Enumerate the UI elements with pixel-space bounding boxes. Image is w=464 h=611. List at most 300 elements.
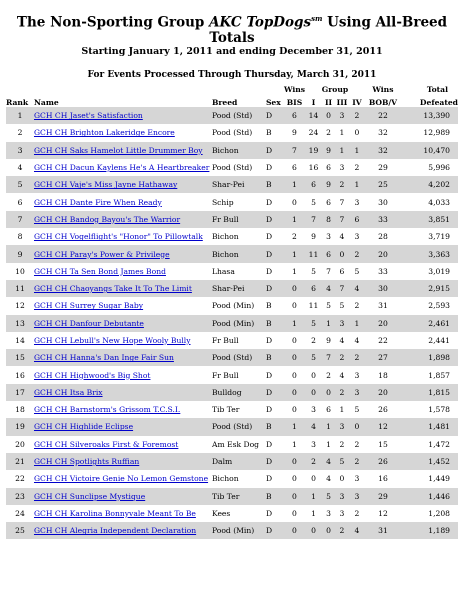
title-brand: AKC TopDogs [209, 14, 312, 31]
name-cell [34, 436, 212, 453]
dog-name-link[interactable]: GCH CH Chaoyangs Take It To The Limit [33, 284, 192, 294]
group4-cell: 2 [349, 453, 365, 470]
sex-header: Sex [265, 98, 281, 107]
table-row [6, 159, 458, 176]
bobv-cell: 22 [365, 107, 401, 124]
rank-cell: 15 [6, 349, 34, 366]
group4-cell: 2 [354, 439, 360, 449]
group1-cell: 3 [311, 405, 316, 415]
dog-name-link[interactable]: GCH CH Surrey Sugar Baby [33, 301, 144, 311]
group3-cell: 6 [339, 266, 345, 276]
group4-cell: 1 [349, 142, 365, 159]
rank-cell: 11 [6, 280, 34, 297]
bis-cell: 0 [292, 405, 297, 415]
group2-cell: 1 [322, 315, 335, 332]
group1-cell: 5 [305, 349, 322, 366]
bis-cell: 7 [284, 142, 305, 159]
group2-cell: 9 [326, 336, 331, 345]
name-cell [34, 470, 212, 487]
sex-cell: D [266, 384, 284, 401]
breed-cell: Bulldog [212, 384, 266, 401]
name-cell [34, 142, 212, 159]
rank-cell: 1 [6, 107, 34, 124]
sex-cell: B [265, 301, 272, 311]
group2-cell: 4 [326, 474, 331, 484]
wins2-group-header: Wins [372, 85, 394, 94]
group2-cell: 0 [322, 384, 335, 401]
name-cell [34, 522, 212, 539]
bobv-cell: 16 [378, 474, 388, 484]
sex-cell: D [265, 439, 273, 449]
group4-cell: 5 [354, 266, 360, 276]
group2-cell: 5 [326, 301, 331, 311]
defeated-cell: 3,719 [428, 232, 450, 242]
defeated-cell: 13,390 [401, 107, 458, 124]
rank-cell: 16 [15, 370, 25, 380]
rank-cell: 7 [6, 211, 34, 228]
group2-cell: 9 [322, 176, 335, 193]
sex-cell: D [265, 370, 273, 380]
sex-cell: D [265, 266, 273, 276]
dog-name-link[interactable]: GCH CH Silveroaks First & Foremost [33, 439, 179, 449]
bobv-cell: 33 [365, 211, 401, 228]
breed-cell: Kees [211, 508, 231, 518]
group3-cell: 3 [339, 508, 345, 518]
bis-cell: 0 [284, 488, 305, 505]
group2-cell: 6 [322, 245, 335, 262]
group4-cell: 2 [354, 301, 360, 311]
name-cell [34, 488, 212, 505]
breed-cell: Shar-Pei [212, 280, 266, 297]
bobv-header: BOB/V [368, 98, 398, 107]
name-cell [34, 159, 212, 176]
table-row [6, 193, 458, 210]
defeated-cell: 2,461 [401, 315, 458, 332]
bis-cell: 0 [284, 280, 305, 297]
dog-name-link[interactable]: GCH CH Itsa Brix [33, 387, 103, 397]
group1-cell: 3 [311, 439, 316, 449]
group1-cell: 0 [311, 474, 316, 484]
bis-cell: 0 [292, 370, 297, 380]
rank-cell: 14 [15, 336, 25, 345]
group4-cell: 1 [349, 315, 365, 332]
table-row [6, 505, 458, 522]
group4-cell: 1 [349, 176, 365, 193]
table-row [6, 332, 458, 349]
group4-cell: 4 [354, 336, 360, 345]
dog-name-link[interactable]: GCH CH Vogelflight's "Honor" To Pillowtalk [33, 232, 203, 242]
date-range: Starting January 1, 2011 and ending December 31, 2011 [81, 45, 383, 57]
group1-cell: 0 [311, 370, 316, 380]
group2-cell: 0 [322, 522, 335, 539]
sex-cell: B [266, 418, 284, 435]
name-cell [34, 193, 212, 210]
sex-cell: D [265, 197, 273, 207]
bobv-cell: 27 [365, 349, 401, 366]
rankings-table [6, 81, 458, 539]
sex-cell: D [265, 336, 273, 345]
group1-cell: 5 [305, 315, 322, 332]
dog-name-link[interactable]: GCH CH Victoire Genie No Lemon Gemstone [33, 474, 209, 484]
bobv-cell: 30 [378, 197, 388, 207]
defeated-cell: 3,019 [428, 266, 450, 276]
group1-cell: 11 [305, 245, 322, 262]
bobv-cell: 29 [365, 488, 401, 505]
sex-cell: B [266, 488, 284, 505]
bis-cell: 0 [284, 453, 305, 470]
bobv-cell: 32 [365, 142, 401, 159]
bis-cell: 1 [284, 418, 305, 435]
group4-cell: 6 [349, 211, 365, 228]
defeated-cell: 1,208 [428, 508, 450, 518]
bis-cell: 1 [284, 245, 305, 262]
group3-cell: 1 [335, 142, 349, 159]
group3-cell: 3 [335, 315, 349, 332]
bobv-cell: 29 [378, 163, 388, 173]
group4-cell: 2 [354, 163, 360, 173]
bis-cell: 6 [284, 107, 305, 124]
group2-cell: 6 [326, 197, 331, 207]
breed-cell: Fr Bull [211, 336, 239, 345]
group3-cell: 5 [335, 453, 349, 470]
table-row [6, 297, 458, 314]
name-cell [34, 297, 212, 314]
bis-cell: 1 [292, 439, 297, 449]
defeated-cell: 1,815 [401, 384, 458, 401]
dog-name-link[interactable]: GCH CH Brighton Lakeridge Encore [33, 128, 175, 138]
bis-cell: 1 [284, 176, 305, 193]
dog-name-link[interactable]: GCH CH Spotlights Ruffian [33, 457, 140, 467]
table-row [6, 228, 458, 245]
group3-cell: 3 [335, 488, 349, 505]
name-cell [34, 418, 212, 435]
defeated-cell: 1,452 [401, 453, 458, 470]
bobv-cell: 30 [365, 280, 401, 297]
bis-cell: 1 [284, 211, 305, 228]
sex-cell: D [266, 211, 284, 228]
group4-cell: 2 [349, 107, 365, 124]
defeated-cell: 2,441 [428, 336, 450, 345]
table-row [6, 488, 458, 505]
defeated-cell: 1,446 [401, 488, 458, 505]
bobv-cell: 20 [365, 315, 401, 332]
group4-cell: 5 [354, 405, 360, 415]
name-cell [34, 107, 212, 124]
rank-cell: 19 [6, 418, 34, 435]
group3-cell: 3 [339, 163, 345, 173]
sex-cell: D [265, 232, 273, 242]
bis-cell: 6 [292, 163, 297, 173]
name-cell [34, 124, 212, 141]
bis-cell: 0 [284, 384, 305, 401]
bobv-cell: 15 [378, 439, 388, 449]
rank-cell: 24 [15, 508, 25, 518]
group4-cell: 0 [354, 128, 360, 138]
bis-cell: 0 [292, 474, 297, 484]
rank-cell: 6 [17, 197, 23, 207]
group1-cell: 7 [305, 211, 322, 228]
title-prefix: The Non-Sporting Group [16, 14, 205, 31]
group2-cell: 3 [326, 232, 331, 242]
group1-cell: 5 [311, 266, 316, 276]
sex-cell: B [266, 315, 284, 332]
bis-header: BIS [286, 98, 303, 107]
bobv-cell: 33 [378, 266, 388, 276]
sex-cell: D [265, 163, 273, 173]
rank-cell: 23 [6, 488, 34, 505]
defeated-cell: 4,033 [428, 197, 450, 207]
name-cell [34, 384, 212, 401]
group1-cell: 19 [305, 142, 322, 159]
group-group-header: Group [321, 85, 349, 94]
dog-name-link[interactable]: GCH CH Saks Hamelot Little Drummer Boy [33, 145, 203, 155]
name-cell [34, 245, 212, 262]
group1-cell: 2 [305, 453, 322, 470]
bobv-cell: 28 [378, 232, 388, 242]
bobv-cell: 31 [378, 301, 388, 311]
sex-cell: B [266, 176, 284, 193]
group3-cell: 2 [335, 522, 349, 539]
dog-name-link[interactable]: GCH CH Sunclipse Mystique [33, 491, 146, 501]
rank-cell: 9 [6, 245, 34, 262]
group2-header: II [324, 98, 333, 107]
breed-cell: Bichon [211, 474, 239, 484]
sex-cell: D [266, 107, 284, 124]
group4-cell: 2 [354, 508, 360, 518]
breed-cell: Schip [211, 197, 234, 207]
table-row [6, 245, 458, 262]
group3-cell: 4 [339, 370, 345, 380]
breed-cell: Am Esk Dog [211, 439, 260, 449]
dog-name-link[interactable]: GCH CH Highwood's Big Shot [33, 370, 151, 380]
defeated-cell: 12,989 [423, 128, 450, 138]
group3-cell: 2 [335, 349, 349, 366]
rank-cell: 25 [6, 522, 34, 539]
name-cell [34, 176, 212, 193]
breed-cell: Pood (Std) [212, 107, 266, 124]
group3-cell: 0 [339, 474, 345, 484]
bobv-cell: 20 [365, 245, 401, 262]
report-header [0, 11, 464, 81]
name-cell [34, 453, 212, 470]
table-row [6, 107, 458, 124]
rank-cell: 22 [15, 474, 25, 484]
rank-cell: 17 [6, 384, 34, 401]
bobv-cell: 31 [365, 522, 401, 539]
group3-cell: 2 [335, 176, 349, 193]
rank-cell: 8 [17, 232, 23, 242]
dog-name-link[interactable]: GCH CH Lebull's New Hope Wooly Bully [33, 336, 191, 345]
name-cell [34, 315, 212, 332]
bobv-cell: 25 [365, 176, 401, 193]
group3-cell: 7 [335, 280, 349, 297]
group2-cell: 6 [326, 405, 331, 415]
bis-cell: 0 [292, 301, 297, 311]
bobv-cell: 26 [378, 405, 388, 415]
group1-cell: 11 [308, 301, 319, 311]
group4-cell: 3 [354, 232, 360, 242]
group3-cell: 1 [339, 405, 345, 415]
breed-cell: Pood (Min) [212, 315, 266, 332]
processed-note: For Events Processed Through Thursday, March 31, 2011 [87, 69, 377, 80]
group4-cell: 3 [349, 384, 365, 401]
group2-cell: 4 [322, 280, 335, 297]
group4-cell: 3 [354, 370, 360, 380]
breed-cell: Tib Ter [211, 405, 240, 415]
sex-cell: D [265, 474, 273, 484]
defeated-cell: 1,472 [428, 439, 450, 449]
bis-cell: 0 [284, 349, 305, 366]
name-cell [34, 332, 212, 349]
sex-cell: D [266, 280, 284, 297]
defeated-cell: 1,189 [401, 522, 458, 539]
dog-name-link[interactable]: GCH CH Karolina Bonnyvale Meant To Be [33, 508, 196, 518]
group2-cell: 2 [326, 370, 331, 380]
table-row [6, 349, 458, 366]
rank-cell: 20 [15, 439, 25, 449]
defeated-cell: 3,851 [401, 211, 458, 228]
table-row [6, 280, 458, 297]
defeated-cell: 3,363 [401, 245, 458, 262]
group2-cell: 8 [322, 211, 335, 228]
header-row [6, 94, 458, 107]
group1-cell: 1 [305, 488, 322, 505]
defeated-cell: 1,481 [401, 418, 458, 435]
group2-cell: 4 [322, 453, 335, 470]
table-row [6, 384, 458, 401]
group1-header: I [311, 98, 316, 107]
group1-cell: 1 [311, 508, 316, 518]
dog-name-link[interactable]: GCH CH Ta Sen Bond James Bond [33, 266, 166, 276]
group2-cell: 6 [326, 163, 331, 173]
defeated-header: Defeated [419, 98, 458, 107]
bis-cell: 0 [292, 197, 297, 207]
defeated-cell: 2,915 [401, 280, 458, 297]
breed-cell: Pood (Min) [211, 301, 255, 311]
breed-cell: Pood (Std) [212, 418, 266, 435]
bis-cell: 1 [284, 315, 305, 332]
bobv-cell: 18 [378, 370, 388, 380]
group4-cell: 3 [349, 488, 365, 505]
table-row [6, 470, 458, 487]
title-suffix: Using All-Breed Totals [209, 14, 448, 46]
group1-cell: 6 [305, 176, 322, 193]
defeated-cell: 10,470 [401, 142, 458, 159]
table-row [6, 176, 458, 193]
total-group-header: Total [426, 85, 448, 94]
group1-cell: 14 [305, 107, 322, 124]
group1-cell: 6 [305, 280, 322, 297]
header-group-row [6, 81, 458, 94]
rank-header: Rank [6, 98, 29, 107]
group3-cell: 1 [339, 128, 345, 138]
table-row [6, 453, 458, 470]
rank-cell: 10 [15, 266, 25, 276]
name-cell [34, 228, 212, 245]
group3-cell: 3 [335, 418, 349, 435]
defeated-cell: 1,578 [428, 405, 450, 415]
group1-cell: 5 [311, 197, 316, 207]
defeated-cell: 1,857 [428, 370, 450, 380]
table-row [6, 418, 458, 435]
group2-cell: 1 [322, 418, 335, 435]
bis-cell: 0 [284, 522, 305, 539]
dog-name-link[interactable]: GCH CH Bandog Bayou's The Warrior [33, 214, 181, 224]
bobv-cell: 32 [378, 128, 388, 138]
breed-cell: Pood (Min) [212, 522, 266, 539]
group4-cell: 3 [354, 474, 360, 484]
rank-cell: 18 [15, 405, 25, 415]
rank-cell: 21 [6, 453, 34, 470]
breed-cell: Fr Bull [212, 211, 266, 228]
bobv-cell: 22 [378, 336, 388, 345]
sex-cell: D [266, 522, 284, 539]
rank-cell: 13 [6, 315, 34, 332]
sex-cell: D [265, 405, 273, 415]
breed-cell: Tib Ter [212, 488, 266, 505]
defeated-cell: 2,593 [428, 301, 450, 311]
sex-cell: D [266, 245, 284, 262]
table-row [6, 211, 458, 228]
dog-name-link[interactable]: GCH CH Danfour Debutante [33, 318, 144, 328]
dog-name-link[interactable]: GCH CH Barnstorm's Grissom T.C.S.I. [33, 405, 181, 415]
rank-cell: 12 [15, 301, 25, 311]
breed-header: Breed [211, 98, 238, 107]
dog-name-link[interactable]: GCH CH Hanna's Dan Inge Fair Sun [33, 353, 174, 363]
group1-cell: 0 [305, 384, 322, 401]
dog-name-link[interactable]: GCH CH Jaset's Satisfaction [33, 111, 143, 121]
rank-cell: 5 [6, 176, 34, 193]
group1-cell: 0 [305, 522, 322, 539]
name-header: Name [33, 98, 59, 107]
group3-cell: 2 [339, 439, 345, 449]
bobv-cell: 26 [365, 453, 401, 470]
breed-cell: Pood (Std) [211, 163, 253, 173]
sex-cell: D [266, 453, 284, 470]
breed-cell: Bichon [212, 245, 266, 262]
dog-name-link[interactable]: GCH CH Vaje's Miss Jayne Hathaway [33, 180, 178, 190]
breed-cell: Bichon [211, 232, 239, 242]
wins-group-header: Wins [283, 85, 306, 94]
breed-cell: Pood (Std) [211, 128, 253, 138]
group1-cell: 24 [308, 128, 319, 138]
group2-cell: 7 [326, 266, 331, 276]
dog-name-link[interactable]: GCH CH Paray's Power & Privilege [33, 249, 170, 259]
sex-cell: B [265, 128, 272, 138]
name-cell [34, 280, 212, 297]
group3-cell: 2 [335, 384, 349, 401]
breed-cell: Bichon [212, 142, 266, 159]
group2-cell: 1 [326, 439, 331, 449]
dog-name-link[interactable]: GCH CH Alegria Independent Declaration [33, 526, 197, 536]
dog-name-link[interactable]: GCH CH Dante Fire When Ready [33, 197, 162, 207]
table-row [6, 522, 458, 539]
bobv-cell: 20 [365, 384, 401, 401]
defeated-cell: 1,898 [401, 349, 458, 366]
name-cell [34, 505, 212, 522]
group4-header: IV [352, 98, 362, 107]
dog-name-link[interactable]: GCH CH Highlide Eclipse [33, 422, 134, 432]
name-cell [34, 263, 212, 280]
group4-cell: 4 [349, 522, 365, 539]
bis-cell: 0 [292, 336, 297, 345]
group3-cell: 4 [339, 232, 345, 242]
table-row [6, 366, 458, 383]
group1-cell: 4 [305, 418, 322, 435]
dog-name-link[interactable]: GCH CH Dacun Kaylens He's A Heartbreaker [33, 163, 210, 173]
group2-cell: 5 [322, 488, 335, 505]
group2-cell: 3 [326, 508, 331, 518]
